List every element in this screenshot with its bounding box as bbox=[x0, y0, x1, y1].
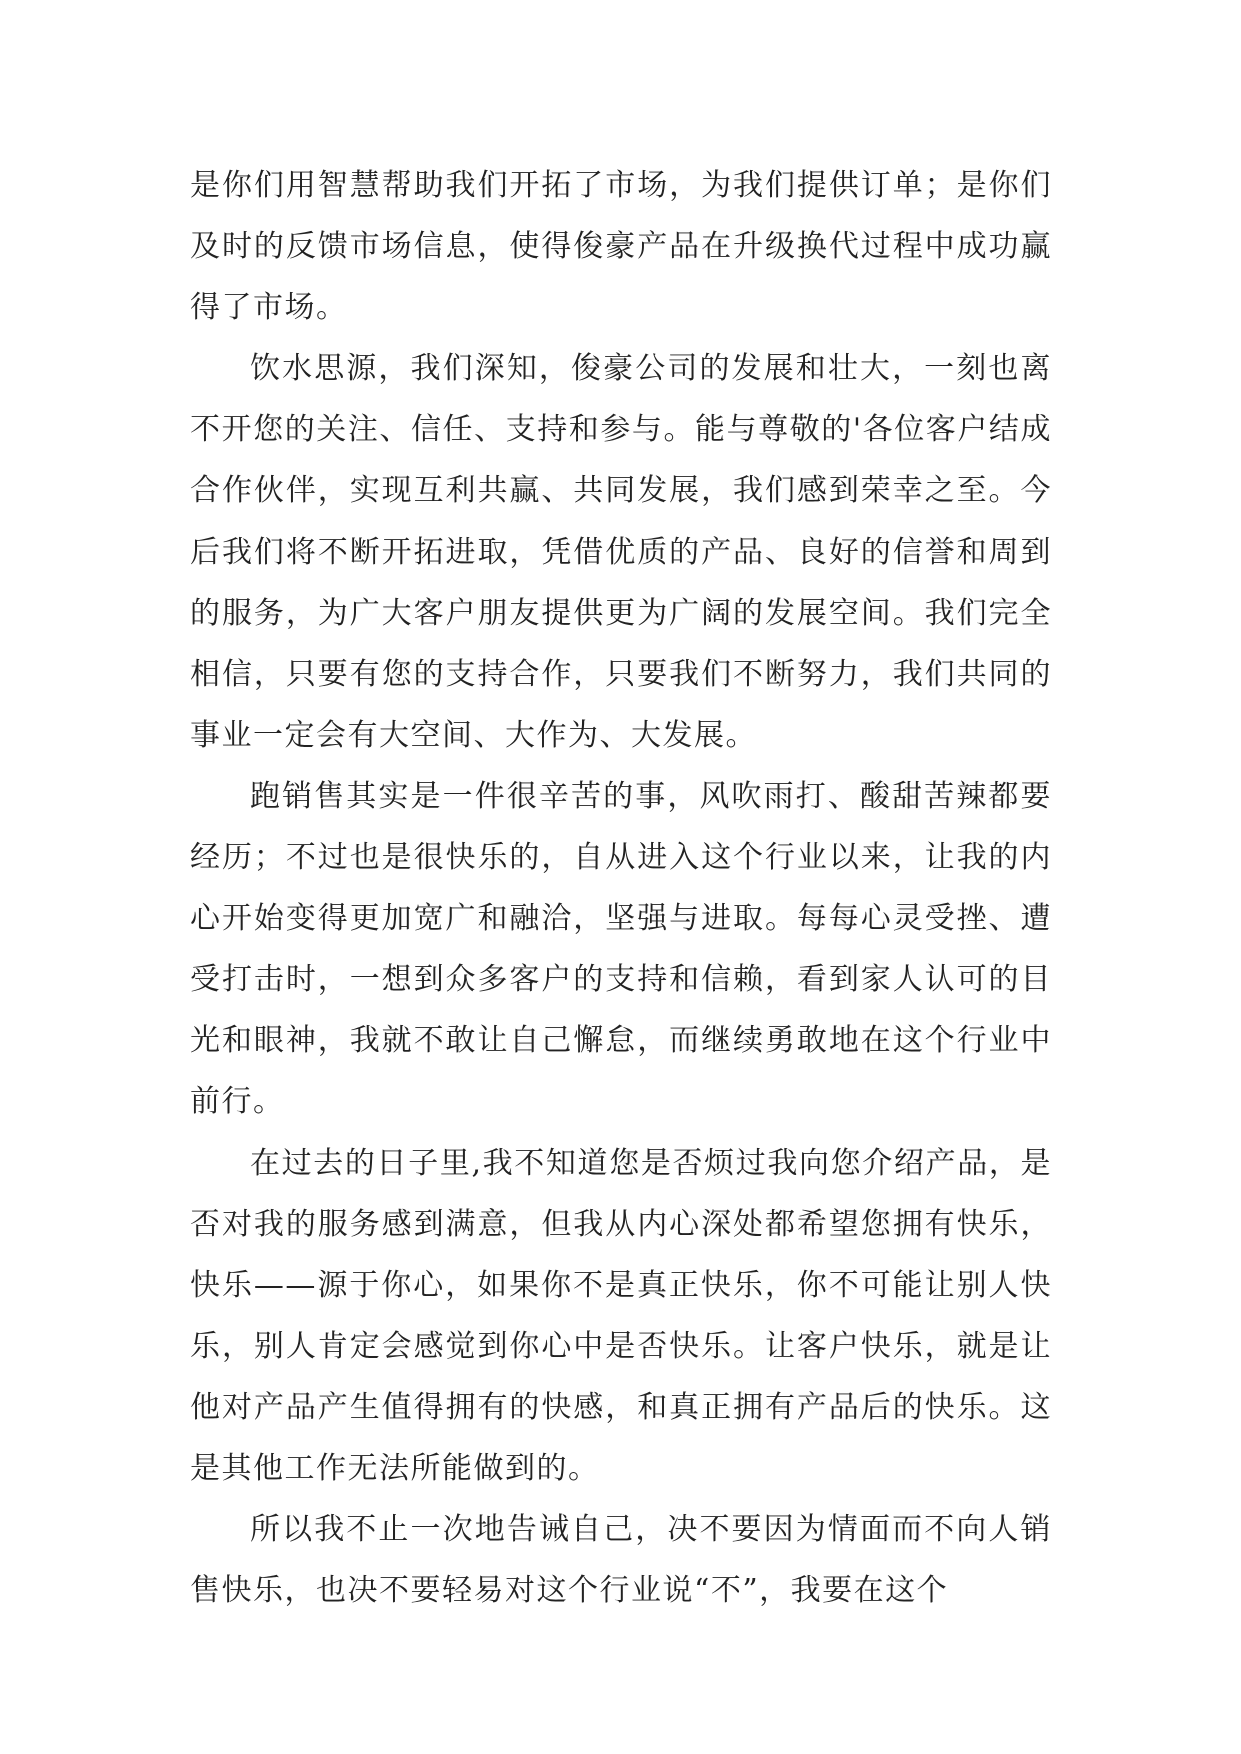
paragraph-2: 饮水思源，我们深知，俊豪公司的发展和壮大，一刻也离不开您的关注、信任、支持和参与。能与尊敬的'各位客户结成合作伙伴，实现互利共赢、共同发展，我们感到荣幸之至。今后我们将不断开拓进取，凭借优质的产品、良好的信誉和周到的服务，为广大客户朋友提供更为广阔的发展空间。我们完全相信，只要有您的支持合作，只要我们不断努力，我们共同的事业一定会有大空间、大作为、大发展。 bbox=[190, 351, 1052, 753]
paragraph-5: 所以我不止一次地告诫自己，决不要因为情面而不向人销售快乐，也决不要轻易对这个行业说“不”，我要在这个 bbox=[190, 1512, 1052, 1609]
paragraph-1: 是你们用智慧帮助我们开拓了市场，为我们提供订单；是你们及时的反馈市场信息，使得俊豪产品在升级换代过程中成功赢得了市场。 bbox=[190, 168, 1052, 326]
body-text bbox=[190, 155, 1052, 1621]
paragraph-4: 在过去的日子里,我不知道您是否烦过我向您介绍产品，是否对我的服务感到满意，但我从内心深处都希望您拥有快乐，快乐——源于你心，如果你不是真正快乐，你不可能让别人快乐，别人肯定会感觉到你心中是否快乐。让客户快乐，就是让他对产品产生值得拥有的快感，和真正拥有产品后的快乐。这是其他工作无法所能做到的。 bbox=[190, 1145, 1052, 1486]
paragraph-3: 跑销售其实是一件很辛苦的事，风吹雨打、酸甜苦辣都要经历；不过也是很快乐的，自从进入这个行业以来，让我的内心开始变得更加宽广和融洽，坚强与进取。每每心灵受挫、遭受打击时，一想到众多客户的支持和信赖，看到家人认可的目光和眼神，我就不敢让自己懈怠，而继续勇敢地在这个行业中前行。 bbox=[190, 778, 1052, 1120]
